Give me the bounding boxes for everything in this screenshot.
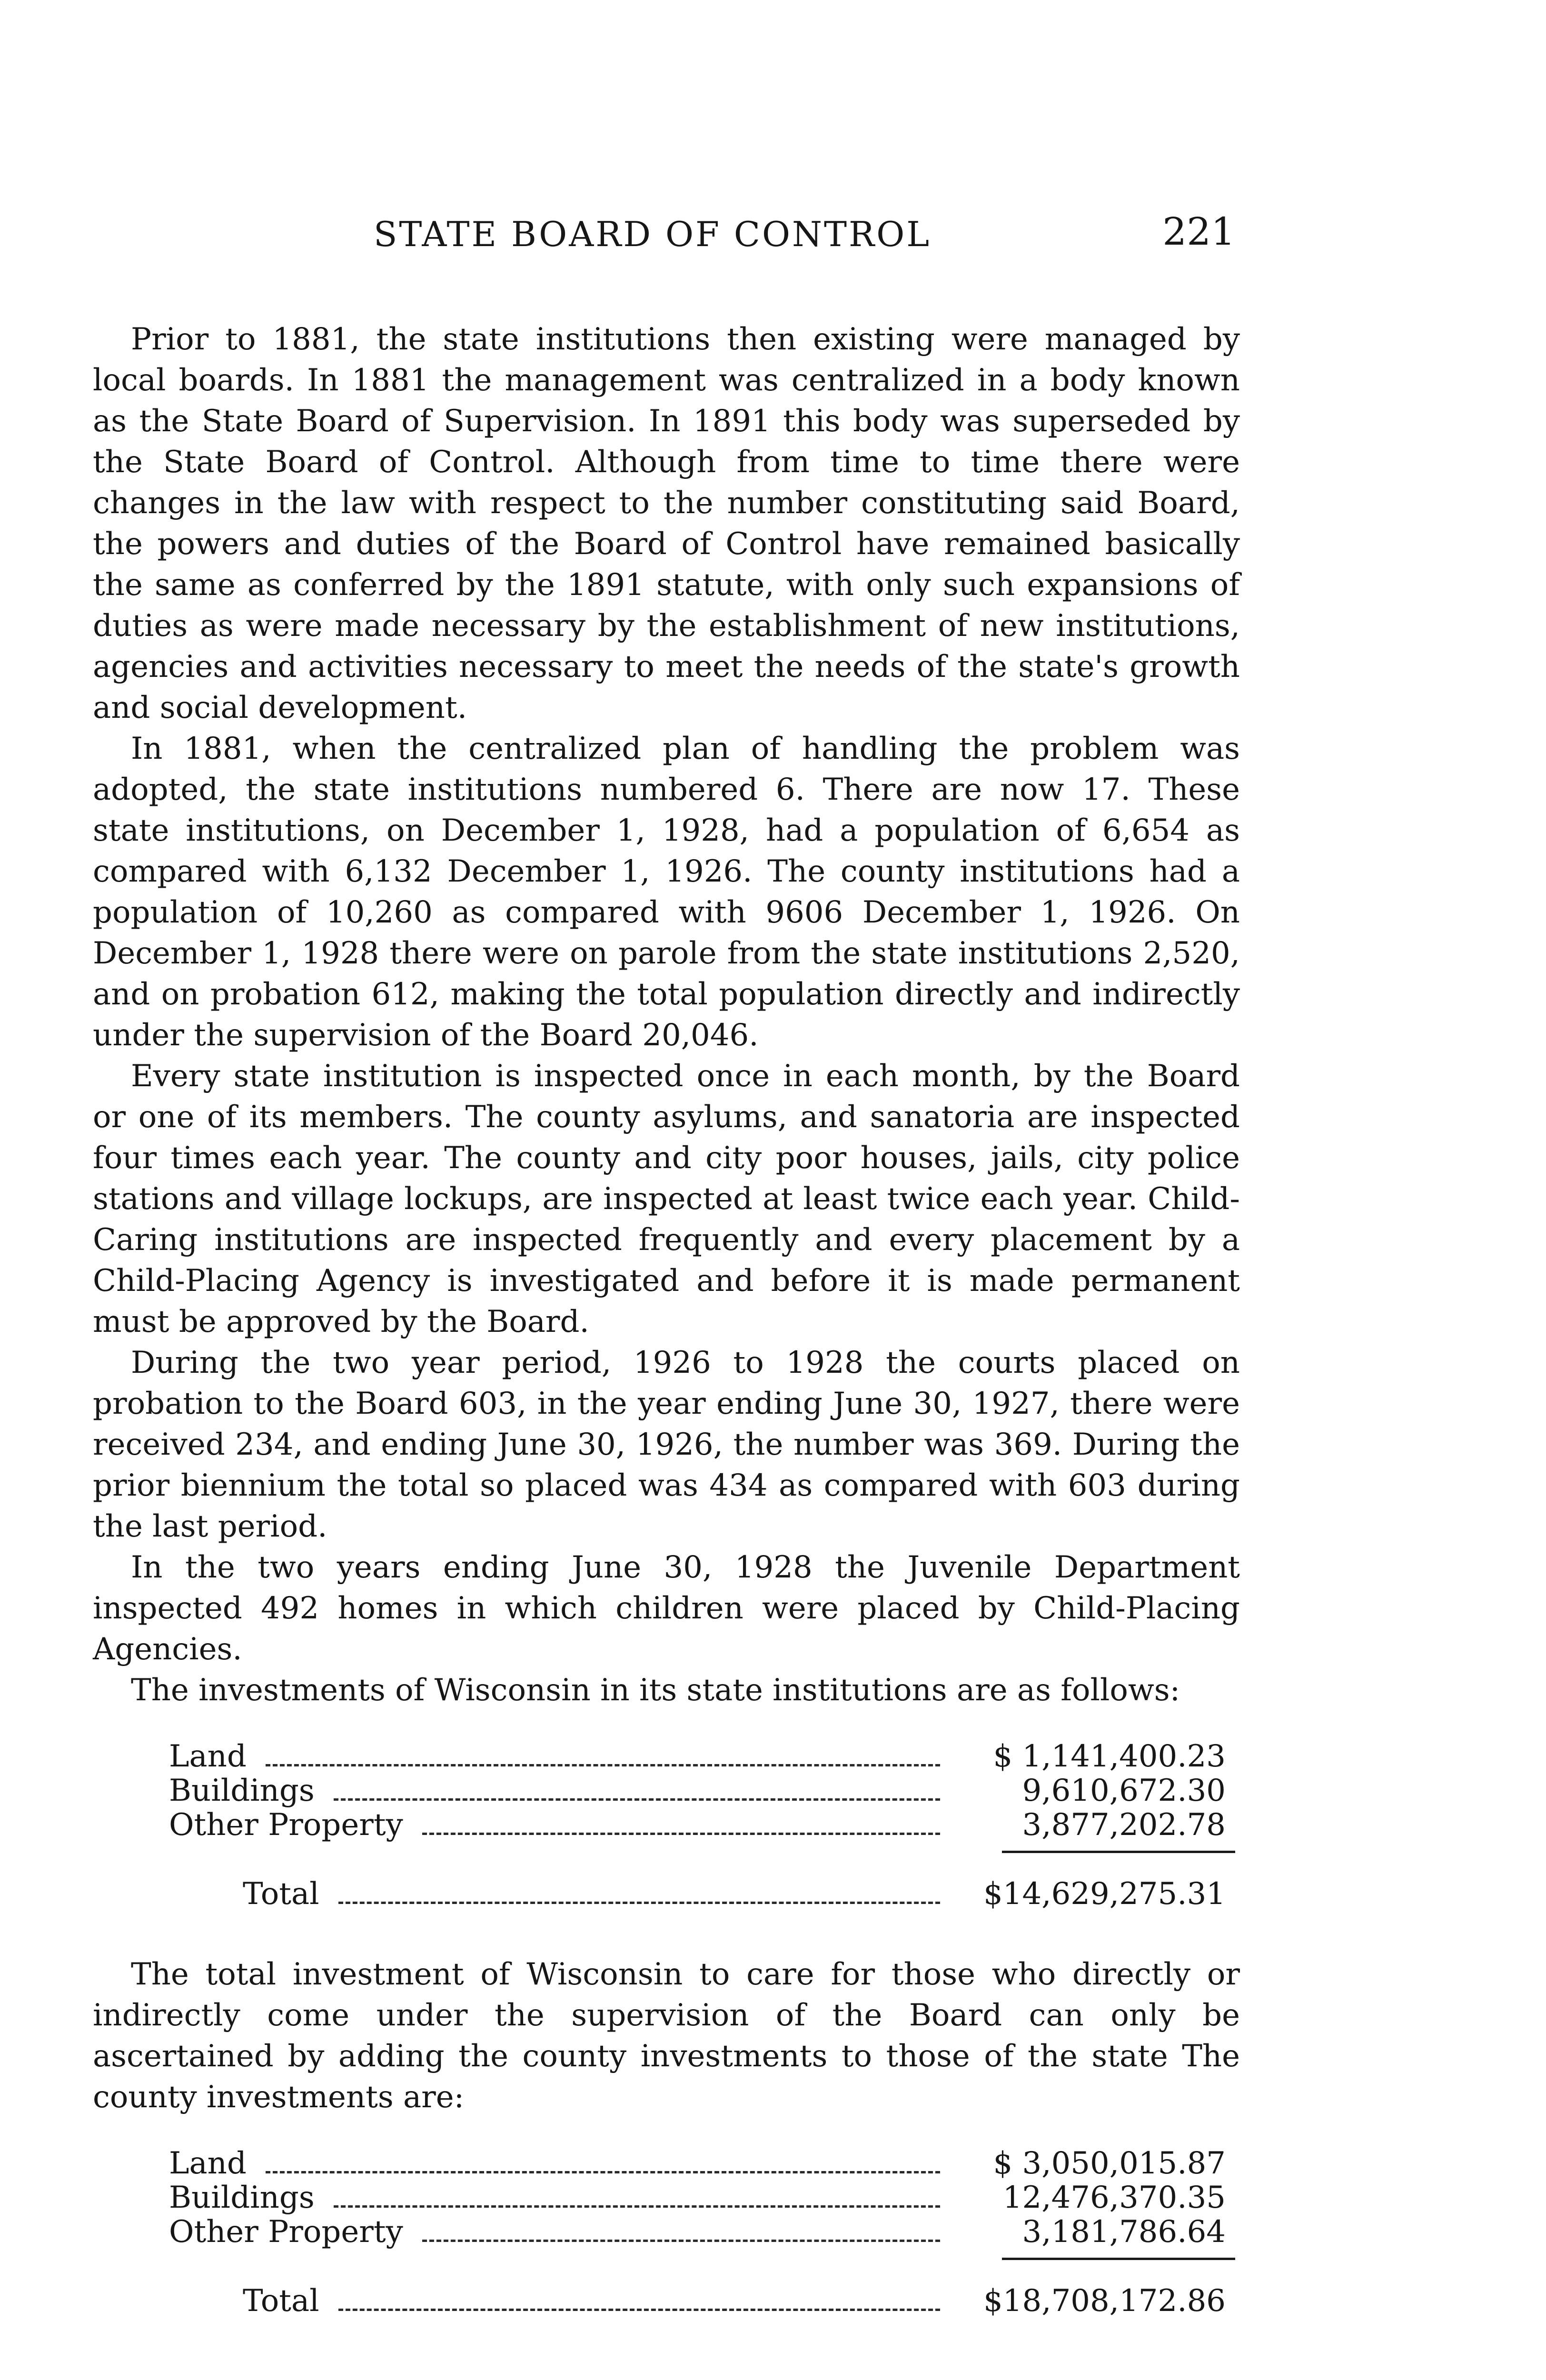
- paragraph-history: Prior to 1881, the state institutions then existing were managed by local boards. In 1881 the management was centralized in a body known as the State Board of Supervision. In 1891 this body was superseded by the State Board of Control. Although from time to time there were changes in the law with respect to the number constituting said Board, the powers and duties of the Board of Control have remained basically the same as conferred by the 1891 statute, with only such expansions of duties as were made necessary by the establishment of new institutions, agencies and activities necessary to meet the needs of the state's growth and social development.: [93, 322, 1240, 725]
- dot-leader: [334, 1798, 940, 1801]
- ledger-label: Other Property: [169, 2214, 403, 2250]
- paragraph-probation: During the two year period, 1926 to 1928 the courts placed on probation to the Board 603, in the year ending June 30, 1927, there were received 234, and ending June 30, 1926, the number was 369. During the prior biennium the total so placed was 434 as compared with 603 during the last period.: [93, 1345, 1240, 1544]
- ledger-row: [93, 2181, 1240, 2215]
- paragraph-juvenile: In the two years ending June 30, 1928 the Juvenile Department inspected 492 homes in which children were placed by Child-Placing Agencies.: [93, 1550, 1240, 1667]
- dot-leader: [338, 1902, 940, 1904]
- sum-rule: [1002, 1851, 1235, 1853]
- dot-leader: [266, 1764, 940, 1766]
- ledger-total-label: Total: [243, 1876, 319, 1912]
- running-head: STATE BOARD OF CONTROL: [374, 214, 932, 254]
- ledger-label: Buildings: [169, 2180, 315, 2215]
- ledger-amount: 9,610,672.30: [1022, 1773, 1226, 1808]
- sum-rule-row: [93, 2258, 1240, 2260]
- ledger-row: [93, 2146, 1240, 2181]
- sum-rule: [1002, 2258, 1235, 2260]
- dot-leader: [422, 1833, 940, 1835]
- ledger-total-row: [93, 1877, 1240, 1911]
- ledger-total-amount: $18,708,172.86: [983, 2283, 1226, 2319]
- paragraph-inspections: Every state institution is inspected once in each month, by the Board or one of its members. The county asylums, and sanatoria are inspected four times each year. The county and city poor houses, jails, city police stations and village lockups, are inspected at least twice each year. Child-Caring institutions are inspected frequently and every placement by a Child-Placing Agency is investigated and before it is made permanent must be approved by the Board.: [93, 1059, 1240, 1339]
- ledger-row: [93, 1739, 1240, 1774]
- ledger-total-label: Total: [243, 2283, 319, 2319]
- ledger-label: Other Property: [169, 1807, 403, 1843]
- ledger-amount: 12,476,370.35: [1002, 2180, 1226, 2215]
- paragraph-state-investments-intro: The investments of Wisconsin in its state institutions are as follows:: [131, 1673, 1180, 1708]
- ledger-row: [93, 1774, 1240, 1808]
- ledger-row: [93, 2215, 1240, 2249]
- section-gap: [93, 1911, 1240, 1954]
- paragraph-county-investments-intro: The total investment of Wisconsin to care for those who directly or indirectly come under the supervision of the Board can only be ascertained by adding the county investments to those of the state The county investments are:: [93, 1957, 1240, 2115]
- state-investments-table: [93, 1739, 1240, 1911]
- dot-leader: [422, 2240, 940, 2242]
- ledger-total-row: [93, 2284, 1240, 2318]
- ledger-label: Land: [169, 2146, 247, 2181]
- ledger-row: [93, 1808, 1240, 1842]
- ledger-total-amount: $14,629,275.31: [983, 1876, 1226, 1912]
- ledger-amount: $ 3,050,015.87: [993, 2146, 1226, 2181]
- paragraph-population: In 1881, when the centralized plan of handling the problem was adopted, the state institutions numbered 6. There are now 17. These state institutions, on December 1, 1928, had a population of 6,654 as compared with 6,132 December 1, 1926. The county institutions had a population of 10,260 as compared with 9606 December 1, 1926. On December 1, 1928 there were on parole from the state institutions 2,520, and on probation 612, making the total population directly and indirectly under the supervision of the Board 20,046.: [93, 731, 1240, 1053]
- page-header: [93, 200, 1240, 257]
- ledger-label: Buildings: [169, 1773, 315, 1808]
- document-page: [93, 200, 1240, 2318]
- ledger-amount: 3,181,786.64: [1022, 2214, 1226, 2250]
- sum-rule-row: [93, 1851, 1240, 1853]
- ledger-amount: 3,877,202.78: [1022, 1807, 1226, 1843]
- page-number: 221: [1162, 209, 1235, 254]
- dot-leader: [266, 2171, 940, 2173]
- county-investments-table: [93, 2146, 1240, 2318]
- ledger-amount: $ 1,141,400.23: [993, 1739, 1226, 1774]
- dot-leader: [338, 2309, 940, 2311]
- dot-leader: [334, 2205, 940, 2208]
- ledger-label: Land: [169, 1739, 247, 1774]
